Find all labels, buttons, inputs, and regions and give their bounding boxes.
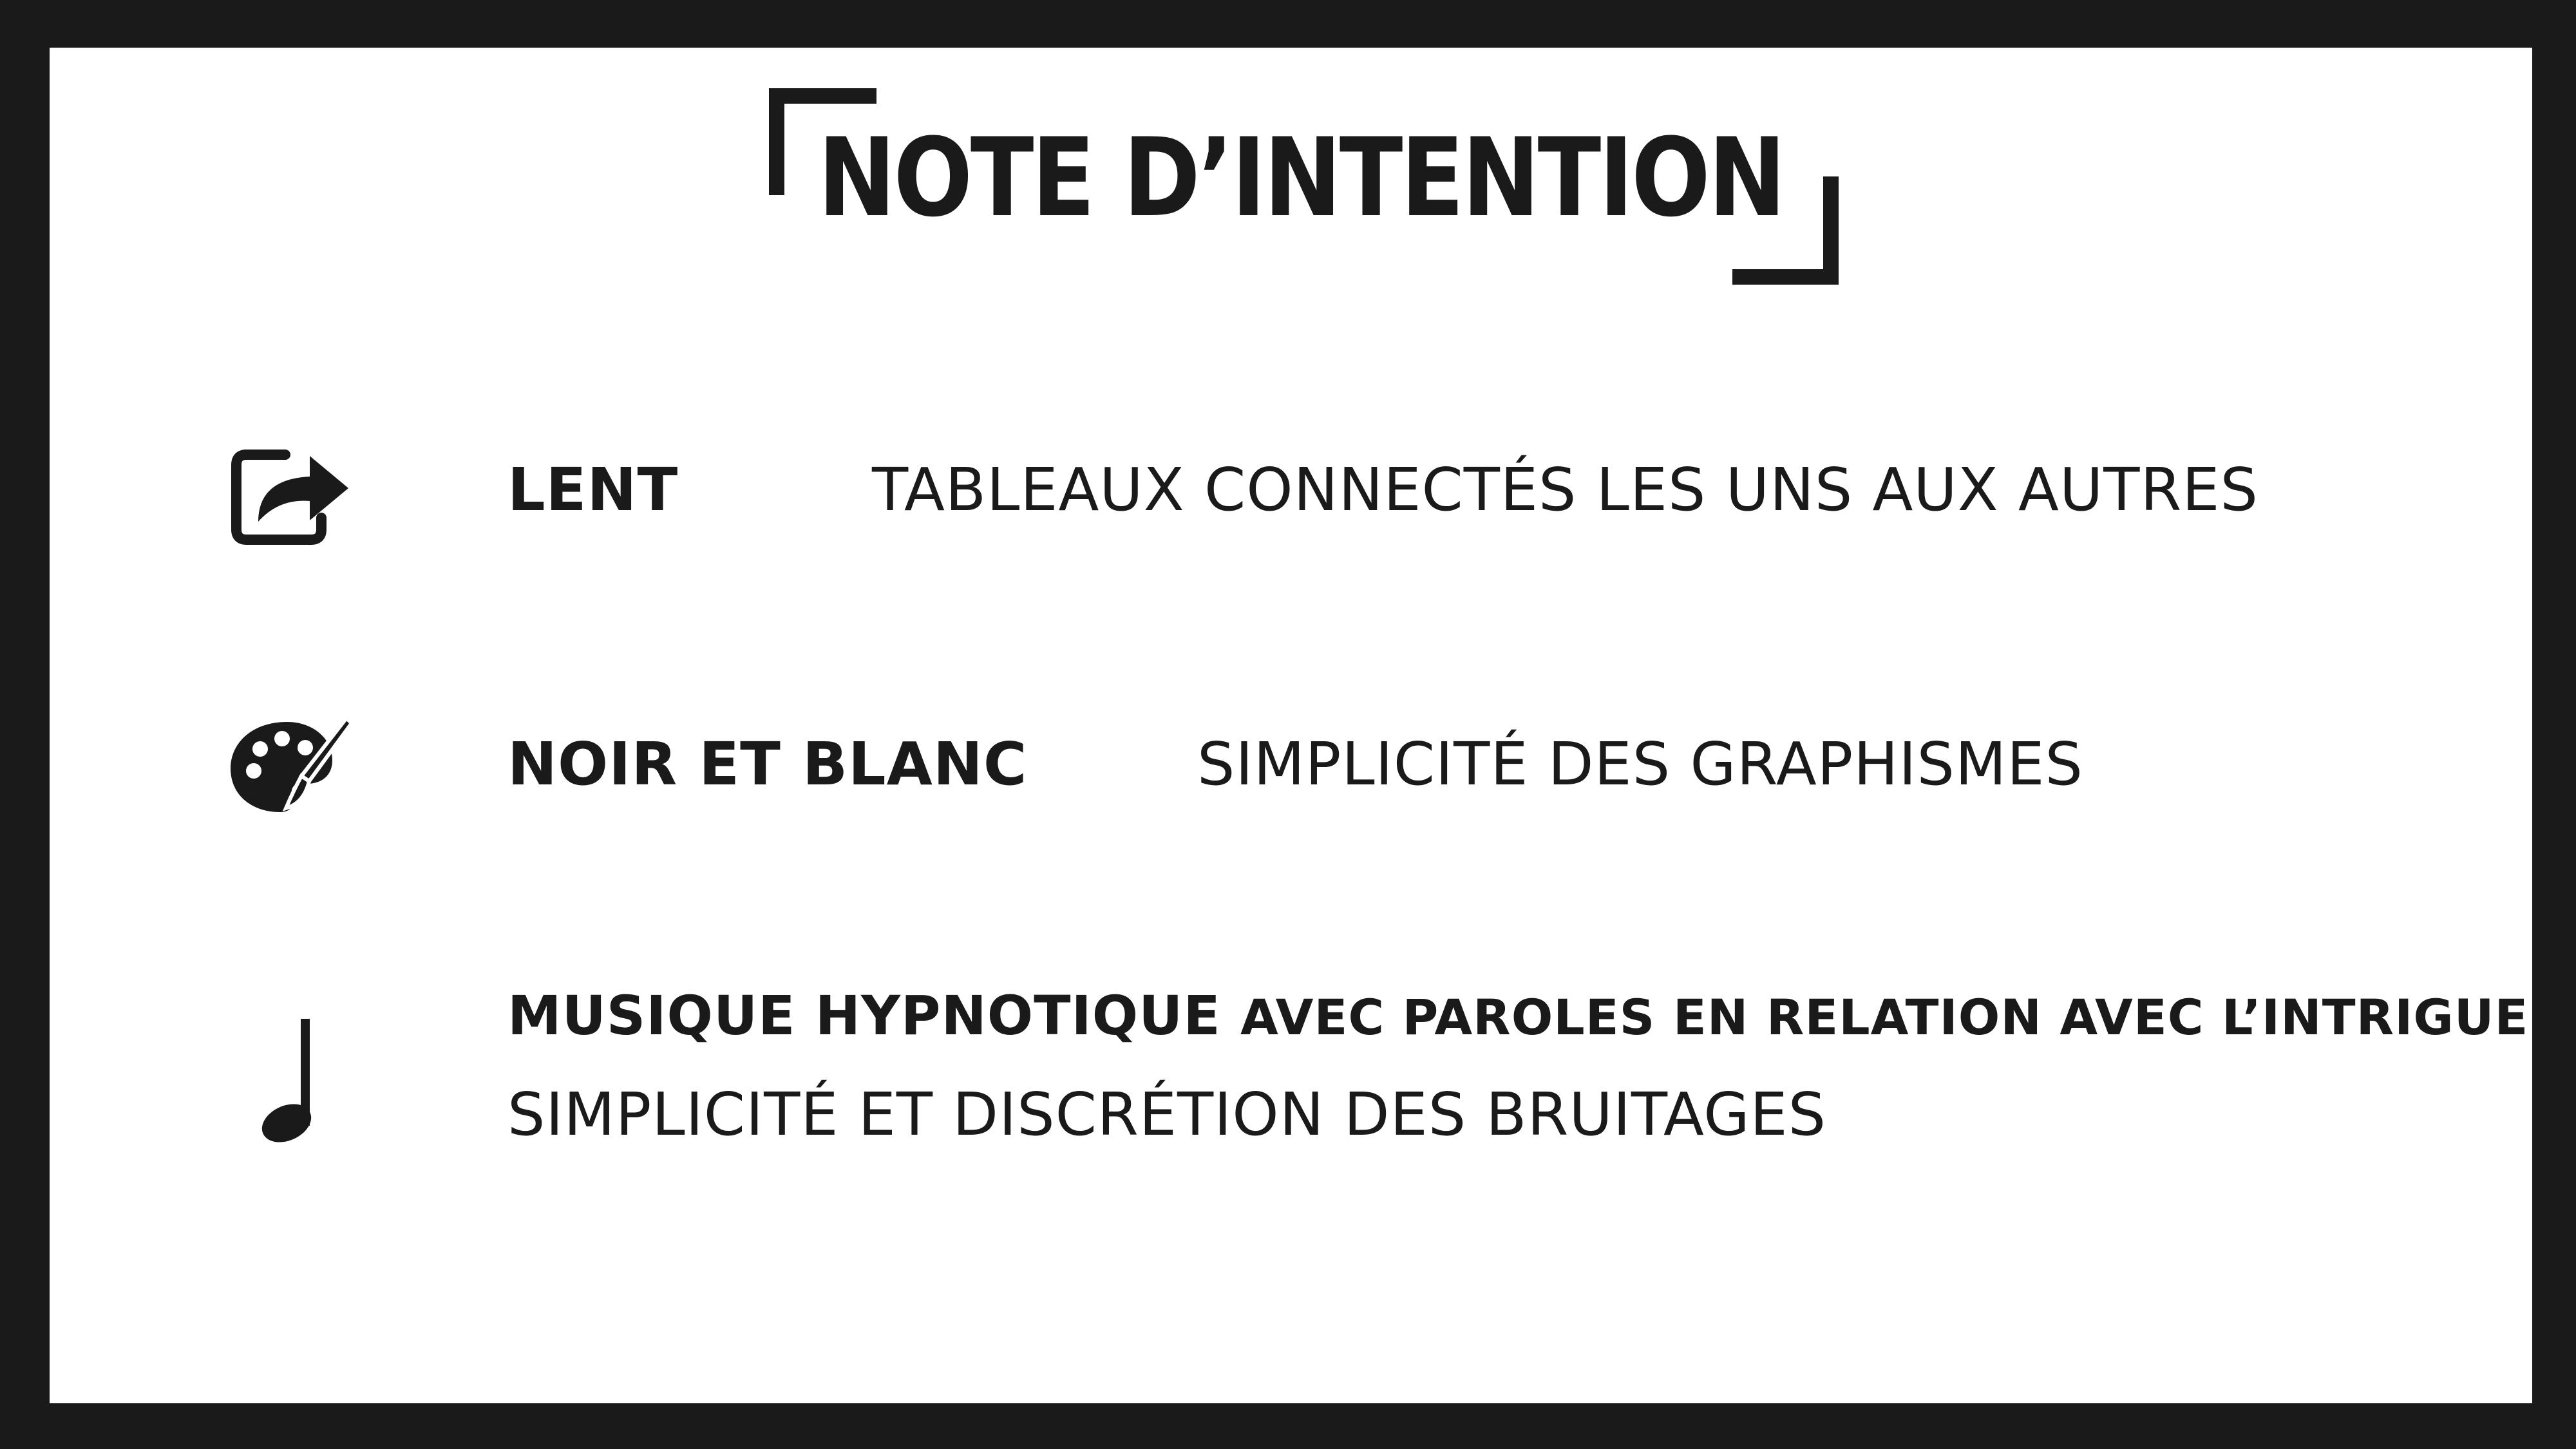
- music-note-icon: [256, 1014, 327, 1142]
- slide-frame: [50, 48, 2532, 1403]
- row-label-musique-main: MUSIQUE HYPNOTIQUE: [507, 984, 1221, 1047]
- title-block: [50, 48, 2532, 1403]
- row-description-graphismes: SIMPLICITÉ DES GRAPHISMES: [1197, 730, 2083, 799]
- palette-icon: [225, 714, 354, 817]
- row-label-lent: LENT: [507, 455, 679, 524]
- row-label-musique-suffix: AVEC PAROLES EN RELATION AVEC L’INTRIGUE: [1240, 989, 2529, 1046]
- row-label-noir-et-blanc: NOIR ET BLANC: [507, 730, 1028, 799]
- page-title: NOTE D’INTENTION: [818, 115, 1784, 241]
- share-icon: [227, 437, 356, 546]
- row-description-tableaux: TABLEAUX CONNECTÉS LES UNS AUX AUTRES: [872, 455, 2259, 524]
- row-label-musique: [507, 984, 2528, 1047]
- row-description-bruitages: SIMPLICITÉ ET DISCRÉTION DES BRUITAGES: [507, 1080, 1827, 1149]
